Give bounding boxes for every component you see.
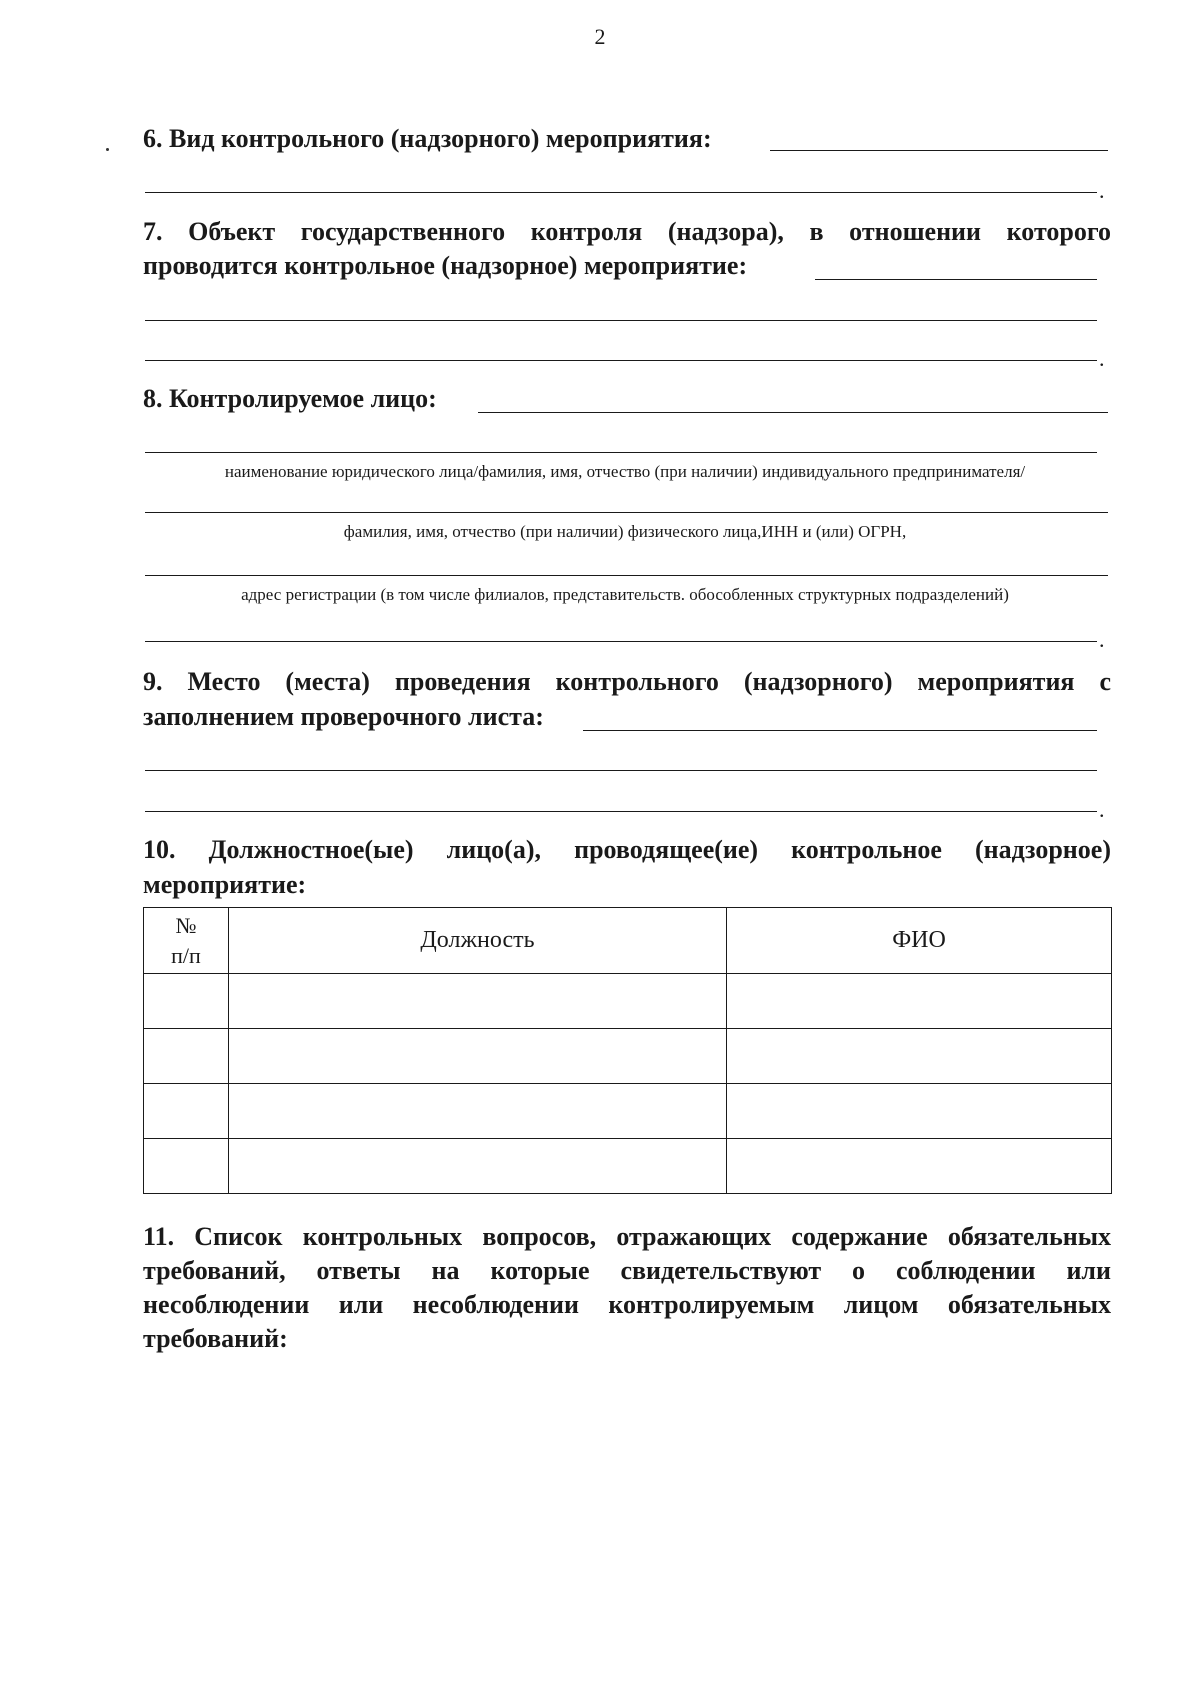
- table-cell[interactable]: [229, 1029, 727, 1084]
- section-6-fill-line: [145, 192, 1097, 193]
- section-7-end-mark: .: [1099, 346, 1105, 371]
- table-cell[interactable]: [727, 974, 1112, 1029]
- section-8-caption-3: адрес регистрации (в том числе филиалов, представительств. обособленных структурных подразделений): [241, 585, 1009, 604]
- section-8-fill-line: [145, 641, 1097, 642]
- section-9-fill-line: [145, 770, 1097, 771]
- table-row: [144, 1139, 1112, 1194]
- section-11-heading-line-4: требований:: [143, 1324, 288, 1353]
- section-10-heading-line-1: 10. Должностное(ые) лицо(а), проводящее(ие) контрольное (надзорное): [143, 835, 1111, 864]
- section-8-fill-line: [145, 575, 1108, 576]
- section-7-heading-line-2: проводится контрольное (надзорное) мероприятие:: [143, 251, 748, 280]
- table-cell[interactable]: [144, 1084, 229, 1139]
- column-header-number-line-1: №: [175, 912, 197, 938]
- section-8-fill-line: [145, 512, 1108, 513]
- column-header-full-name: ФИО: [727, 908, 1112, 974]
- table-row: [144, 1084, 1112, 1139]
- table-cell[interactable]: [229, 1084, 727, 1139]
- section-11-heading-line-2: требований, ответы на которые свидетельствуют о соблюдении или: [143, 1256, 1111, 1285]
- column-header-number-line-2: п/п: [171, 942, 201, 968]
- table-cell[interactable]: [144, 974, 229, 1029]
- table-cell[interactable]: [144, 1139, 229, 1194]
- table-cell[interactable]: [144, 1029, 229, 1084]
- section-7-fill-line: [145, 320, 1097, 321]
- section-7-fill-line: [145, 360, 1097, 361]
- section-9-heading-line-1: 9. Место (места) проведения контрольного (надзорного) мероприятия с: [143, 667, 1111, 696]
- section-8-fill-line: [145, 452, 1097, 453]
- section-10-heading-line-2: мероприятие:: [143, 870, 307, 899]
- section-6-fill-line: [770, 150, 1108, 151]
- section-11-heading-line-3: несоблюдении или несоблюдении контролируемым лицом обязательных: [143, 1290, 1111, 1319]
- table-cell[interactable]: [229, 1139, 727, 1194]
- section-9-heading-line-2: заполнением проверочного листа:: [143, 702, 544, 731]
- table-cell[interactable]: [727, 1139, 1112, 1194]
- table-header-row: [144, 908, 1112, 974]
- section-7-fill-line: [815, 279, 1097, 280]
- section-6-end-mark: .: [1099, 178, 1105, 203]
- section-8-end-mark: .: [1099, 627, 1105, 652]
- section-9-end-mark: .: [1099, 797, 1105, 822]
- page-number: 2: [594, 24, 606, 49]
- section-6-heading: 6. Вид контрольного (надзорного) мероприятия:: [143, 124, 712, 153]
- table-cell[interactable]: [727, 1029, 1112, 1084]
- section-7-heading-line-1: 7. Объект государственного контроля (надзора), в отношении которого: [143, 217, 1111, 246]
- section-8-heading: 8. Контролируемое лицо:: [143, 384, 437, 413]
- column-header-number: [144, 908, 229, 974]
- section-8-caption-1: наименование юридического лица/фамилия, имя, отчество (при наличии) индивидуального предпринимателя/: [224, 462, 1026, 481]
- table-row: [144, 974, 1112, 1029]
- column-header-position: Должность: [229, 908, 727, 974]
- section-8-fill-line: [478, 412, 1108, 413]
- section-8-caption-2: фамилия, имя, отчество (при наличии) физического лица,ИНН и (или) ОГРН,: [343, 522, 907, 541]
- officials-table: [143, 907, 1112, 1194]
- table-cell[interactable]: [229, 974, 727, 1029]
- section-9-fill-line: [145, 811, 1097, 812]
- table-row: [144, 1029, 1112, 1084]
- section-9-fill-line: [583, 730, 1097, 731]
- table-cell[interactable]: [727, 1084, 1112, 1139]
- scan-speck: [106, 148, 109, 151]
- section-11-heading-line-1: 11. Список контрольных вопросов, отражающих содержание обязательных: [143, 1222, 1111, 1251]
